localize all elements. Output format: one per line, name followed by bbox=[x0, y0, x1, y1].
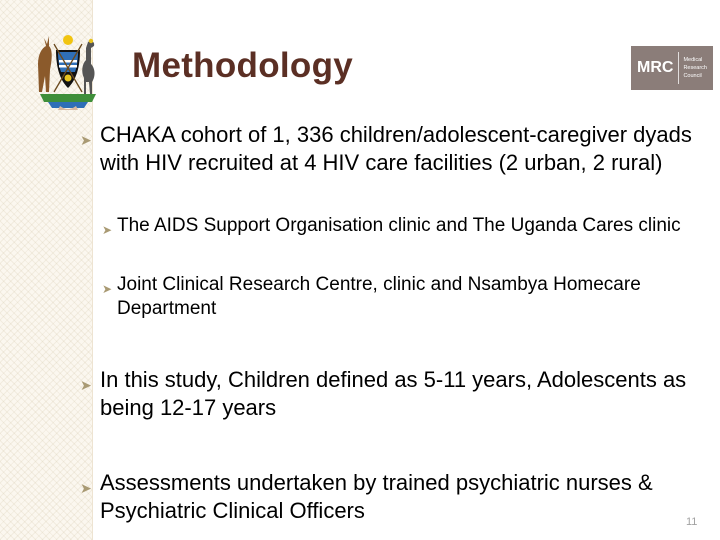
bullet-arrow-icon: ➤ bbox=[80, 132, 92, 148]
bullet-arrow-icon: ➤ bbox=[102, 223, 113, 237]
bullet-text: CHAKA cohort of 1, 336 children/adolescent-caregiver dyads with HIV recruited at 4 HIV care facilities (2 urban, 2 rural) bbox=[100, 122, 692, 175]
bullet-arrow-icon: ➤ bbox=[80, 377, 92, 393]
bullet-text: Assessments undertaken by trained psychiatric nurses & Psychiatric Clinical Officers bbox=[100, 470, 653, 523]
bullet-text: In this study, Children defined as 5-11 years, Adolescents as being 12-17 years bbox=[100, 367, 687, 420]
bullet-item bbox=[102, 214, 707, 238]
bullet-text: Joint Clinical Research Centre, clinic and Nsambya Homecare Department bbox=[117, 274, 641, 319]
bullet-text: The AIDS Support Organisation clinic and The Uganda Cares clinic bbox=[117, 215, 681, 236]
mrc-logo-subtext-line: Council bbox=[683, 73, 702, 79]
page-number: 11 bbox=[686, 516, 698, 528]
uganda-coat-of-arms-icon bbox=[34, 30, 102, 110]
bullet-item bbox=[80, 469, 700, 525]
bullet-item bbox=[102, 273, 707, 321]
mrc-logo-text: MRC bbox=[631, 52, 679, 84]
bullet-item bbox=[80, 366, 700, 422]
bullet-item bbox=[80, 121, 700, 177]
mrc-logo-subtext-line: Medical bbox=[683, 57, 703, 63]
mrc-logo-subtext bbox=[679, 56, 707, 80]
bullet-arrow-icon: ➤ bbox=[80, 480, 92, 496]
mrc-logo bbox=[631, 46, 713, 90]
mrc-logo-subtext-line: Research bbox=[683, 65, 707, 71]
slide-title: Methodology bbox=[132, 46, 354, 85]
bullet-arrow-icon: ➤ bbox=[102, 282, 113, 296]
